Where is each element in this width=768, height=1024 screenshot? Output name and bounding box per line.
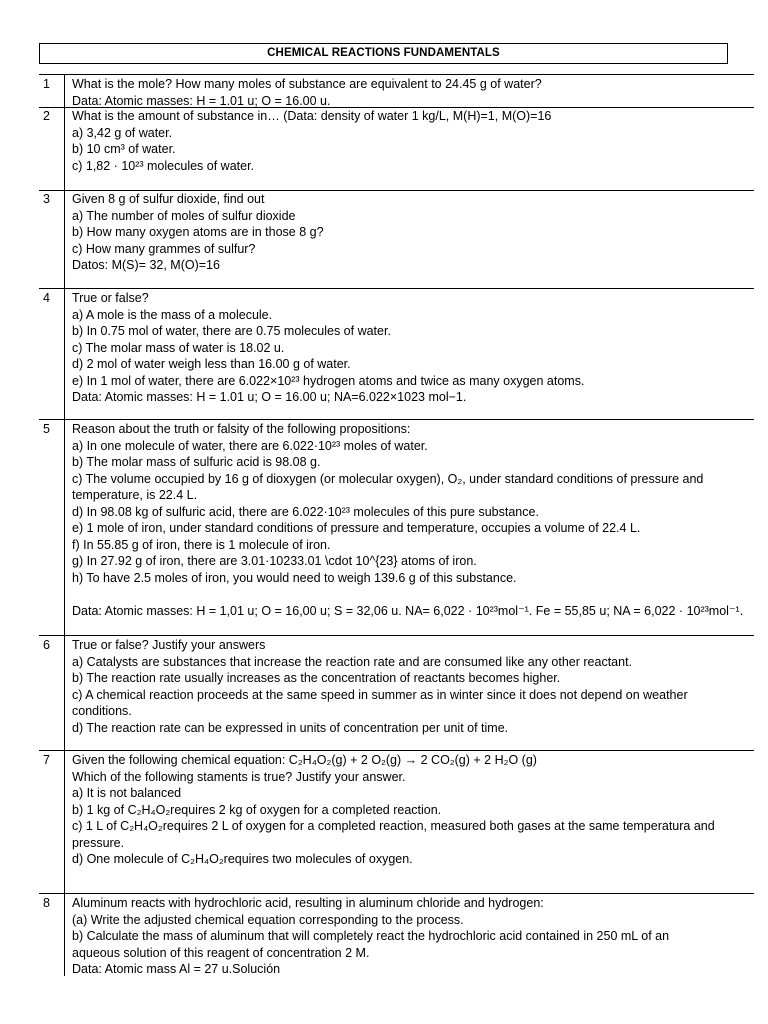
question-line: Data: Atomic masses: H = 1.01 u; O = 16.00 u. xyxy=(72,93,331,108)
question-line: Which of the following staments is true? Justify your answer. xyxy=(72,769,406,784)
question-6 xyxy=(72,637,754,736)
question-line: b) The reaction rate usually increases as the concentration of reactants becomes higher. xyxy=(72,671,561,685)
question-line: True or false? Justify your answers xyxy=(72,638,266,652)
question-line: c) 1 L of C₂H₄O₂requires 2 L of oxygen for a completed reaction, measured both gases at the same temperatura and pressure. xyxy=(72,819,715,850)
question-line: c) How many grammes of sulfur? xyxy=(72,241,256,256)
question-line: b) 1 kg of C₂H₄O₂requires 2 kg of oxygen for a completed reaction. xyxy=(72,802,442,817)
question-7 xyxy=(72,752,754,868)
question-line: f) In 55.85 g of iron, there is 1 molecule of iron. xyxy=(72,537,331,552)
question-number: 6 xyxy=(43,638,50,652)
question-line: b) How many oxygen atoms are in those 8 g? xyxy=(72,225,324,239)
question-5 xyxy=(72,421,754,619)
row-divider xyxy=(39,419,754,420)
question-line: a) The number of moles of sulfur dioxide xyxy=(72,208,296,223)
question-line: c) The molar mass of water is 18.02 u. xyxy=(72,340,285,355)
question-line: d) In 98.08 kg of sulfuric acid, there are 6.022·10²³ molecules of this pure substance. xyxy=(72,504,539,519)
blank-line xyxy=(72,586,754,603)
question-line: (a) Write the adjusted chemical equation corresponding to the process. xyxy=(72,912,464,927)
question-line: b) 10 cm³ of water. xyxy=(72,142,176,156)
question-line: d) The reaction rate can be expressed in units of concentration per unit of time. xyxy=(72,720,509,735)
question-line: d) 2 mol of water weigh less than 16.00 g of water. xyxy=(72,357,351,371)
question-line: a) In one molecule of water, there are 6.022·10²³ moles of water. xyxy=(72,438,428,453)
question-line: e) In 1 mol of water, there are 6.022×10²³ hydrogen atoms and twice as many oxygen atoms. xyxy=(72,373,585,388)
question-line: b) In 0.75 mol of water, there are 0.75 molecules of water. xyxy=(72,324,391,338)
question-number: 2 xyxy=(43,109,50,123)
row-divider xyxy=(39,635,754,636)
question-4 xyxy=(72,290,754,406)
question-line: Aluminum reacts with hydrochloric acid, resulting in aluminum chloride and hydrogen: xyxy=(72,896,544,910)
row-divider xyxy=(39,750,754,751)
question-3 xyxy=(72,191,754,274)
number-column-divider xyxy=(64,74,65,976)
question-number: 5 xyxy=(43,422,50,436)
question-2 xyxy=(72,108,754,174)
question-line: Data: Atomic masses: H = 1,01 u; O = 16,00 u; S = 32,06 u. NA= 6,022 · 10²³mol⁻¹. Fe = 55,85 u; NA = 6,022 · 10²³mol⁻¹. xyxy=(72,603,744,618)
question-line: h) To have 2.5 moles of iron, you would need to weigh 139.6 g of this substance. xyxy=(72,570,517,585)
question-line: Given 8 g of sulfur dioxide, find out xyxy=(72,192,265,206)
question-line: Data: Atomic masses: H = 1.01 u; O = 16.00 u; NA=6.022×1023 mol−1. xyxy=(72,390,467,404)
question-line: What is the mole? How many moles of substance are equivalent to 24.45 g of water? xyxy=(72,77,542,91)
question-line: a) 3,42 g of water. xyxy=(72,125,173,140)
question-number: 7 xyxy=(43,753,50,767)
question-line: b) Calculate the mass of aluminum that will completely react the hydrochloric acid contained in 250 mL of an aqueous solution of this reagent of concentration 2 M. xyxy=(72,929,670,960)
question-line: c) 1,82 · 10²³ molecules of water. xyxy=(72,158,255,173)
row-divider xyxy=(39,893,754,894)
row-divider xyxy=(39,74,754,75)
question-line: c) The volume occupied by 16 g of dioxygen (or molecular oxygen), O₂, under standard conditions of pressure and temperature, is 22.4 L. xyxy=(72,471,704,502)
question-line: g) In 27.92 g of iron, there are 3.01·10233.01 \cdot 10^{23} atoms of iron. xyxy=(72,554,477,568)
question-line: c) A chemical reaction proceeds at the same speed in summer as in winter since it does not depend on weather conditions. xyxy=(72,687,688,718)
question-number: 8 xyxy=(43,896,50,910)
question-line: a) Catalysts are substances that increase the reaction rate and are consumed like any other reactant. xyxy=(72,654,633,669)
question-line: What is the amount of substance in… (Data: density of water 1 kg/L, M(H)=1, M(O)=16 xyxy=(72,109,552,123)
question-1 xyxy=(72,76,754,109)
question-8 xyxy=(72,895,754,978)
question-number: 1 xyxy=(43,77,50,91)
question-number: 3 xyxy=(43,192,50,206)
question-line: a) A mole is the mass of a molecule. xyxy=(72,307,273,322)
question-line: d) One molecule of C₂H₄O₂requires two molecules of oxygen. xyxy=(72,852,413,866)
question-line: e) 1 mole of iron, under standard conditions of pressure and temperature, occupies a volume of 22.4 L. xyxy=(72,521,641,535)
question-number: 4 xyxy=(43,291,50,305)
question-line: True or false? xyxy=(72,291,149,305)
worksheet-title: CHEMICAL REACTIONS FUNDAMENTALS xyxy=(39,43,728,64)
question-line: Reason about the truth or falsity of the following propositions: xyxy=(72,422,411,436)
row-divider xyxy=(39,288,754,289)
question-line: Datos: M(S)= 32, M(O)=16 xyxy=(72,258,220,272)
question-line: b) The molar mass of sulfuric acid is 98.08 g. xyxy=(72,455,321,469)
question-line: Given the following chemical equation: C₂H₄O₂(g) + 2 O₂(g) → 2 CO₂(g) + 2 H₂O (g) xyxy=(72,753,537,767)
question-line: Data: Atomic mass Al = 27 u.Solución xyxy=(72,962,281,976)
question-line: a) It is not balanced xyxy=(72,786,182,800)
